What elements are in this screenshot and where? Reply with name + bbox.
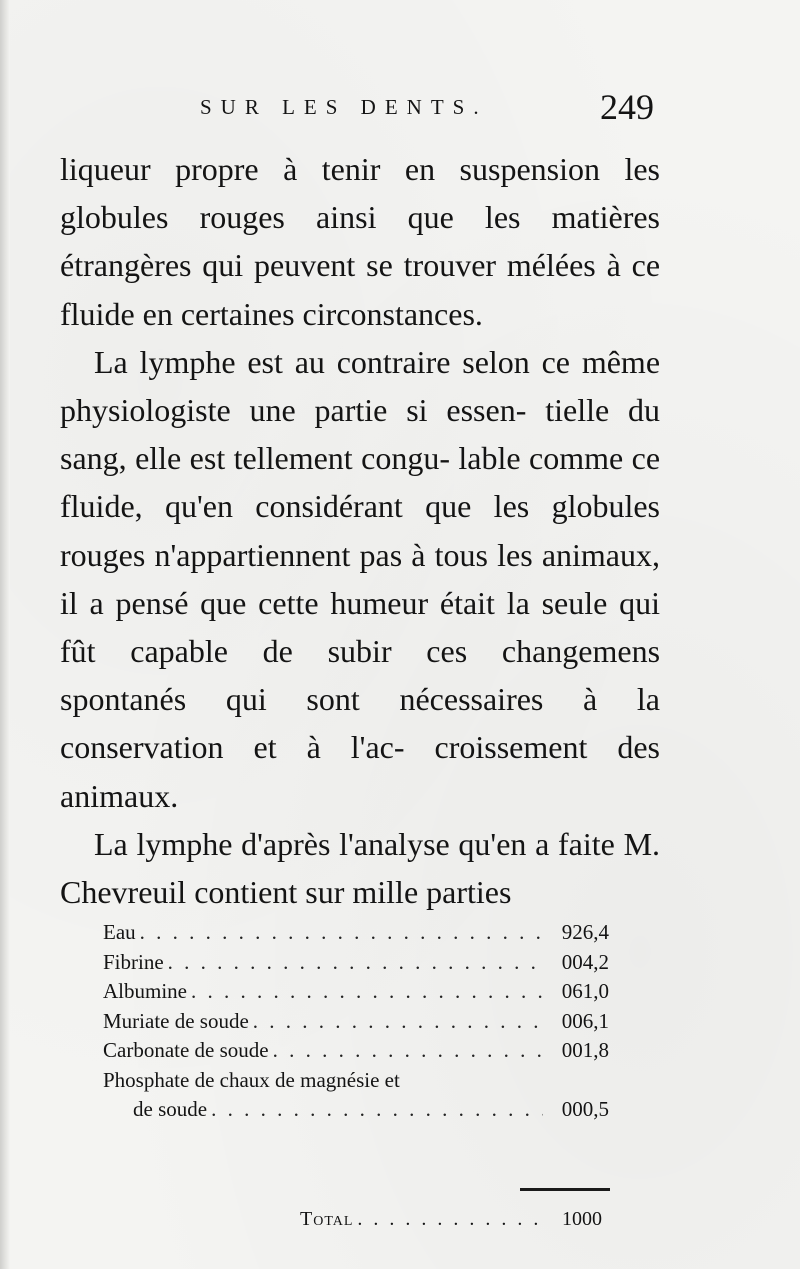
total-label: Total — [300, 1208, 354, 1230]
row-label: Albumine — [103, 979, 187, 1003]
text-line: globules rouges ainsi que les matières — [60, 199, 660, 236]
text-line: lable comme ce fluide, qu'en considérant — [60, 440, 661, 525]
text-line: tielle du sang, elle est tellement congu- — [60, 392, 661, 477]
text-line: humeur était la seule qui fût capable de — [60, 584, 661, 670]
row-label: Fibrine — [103, 949, 164, 974]
body-text — [60, 145, 660, 916]
row-value: 001,8 — [561, 1038, 609, 1062]
dot-leader — [211, 1097, 543, 1122]
text-line: que les globules rouges n'appartiennent — [60, 488, 661, 573]
dot-leader — [273, 1038, 543, 1063]
paragraph-2 — [60, 338, 660, 820]
dot-leader — [191, 979, 543, 1004]
table-row — [103, 979, 609, 1009]
page-number: 249 — [600, 87, 654, 127]
row-value: 061,0 — [561, 979, 609, 1003]
row-value: 004,2 — [561, 949, 609, 974]
text-line: même physiologiste une partie si essen- — [60, 343, 661, 429]
text-line: La lymphe d'après l'analyse qu'en a faite — [94, 825, 615, 862]
text-line: pas à tous les animaux, il a pensé que cette — [60, 536, 660, 621]
table-row — [103, 1097, 609, 1127]
row-label: Carbonate de soude — [103, 1038, 269, 1062]
running-head: SUR LES DENTS. — [200, 95, 488, 119]
table-row — [103, 920, 609, 950]
row-value: 006,1 — [561, 1008, 609, 1033]
table-row — [103, 1068, 609, 1098]
text-line: croissement des animaux. — [60, 729, 661, 814]
text-line: liqueur propre à tenir en suspension les — [60, 151, 660, 187]
row-label: Muriate de soude — [103, 1008, 249, 1033]
text-line: La lymphe est au contraire selon ce — [94, 343, 571, 380]
paragraph-1 — [60, 145, 660, 338]
text-line: subir ces changemens spontanés qui sont — [60, 633, 661, 718]
text-line: nécessaires à la conservation et à l'ac- — [60, 681, 661, 766]
page-edge-shadow — [0, 0, 10, 1269]
dot-leader — [253, 1009, 543, 1034]
table-row — [103, 1038, 609, 1068]
row-label: de soude — [133, 1097, 208, 1121]
paragraph-3 — [60, 820, 660, 916]
dot-leader — [140, 920, 543, 945]
table-row — [103, 950, 609, 980]
composition-table — [103, 920, 609, 1127]
text-line: étrangères qui peuvent se trouver mélées — [60, 247, 596, 284]
row-value: 926,4 — [561, 920, 609, 944]
row-value: 000,5 — [561, 1097, 609, 1121]
text-line: M. Chevreuil contient sur mille parties — [60, 825, 661, 911]
text-line: à ce fluide en certaines circonstances. — [60, 247, 661, 332]
row-label: Eau — [103, 920, 136, 944]
sum-rule — [520, 1188, 610, 1191]
row-label: Phosphate de chaux de magnésie et — [103, 1067, 400, 1092]
total-value: 1000 — [562, 1208, 602, 1230]
table-row — [103, 1009, 609, 1039]
dot-leader — [168, 950, 543, 975]
total-row — [300, 1208, 602, 1231]
dot-leader — [357, 1208, 548, 1231]
